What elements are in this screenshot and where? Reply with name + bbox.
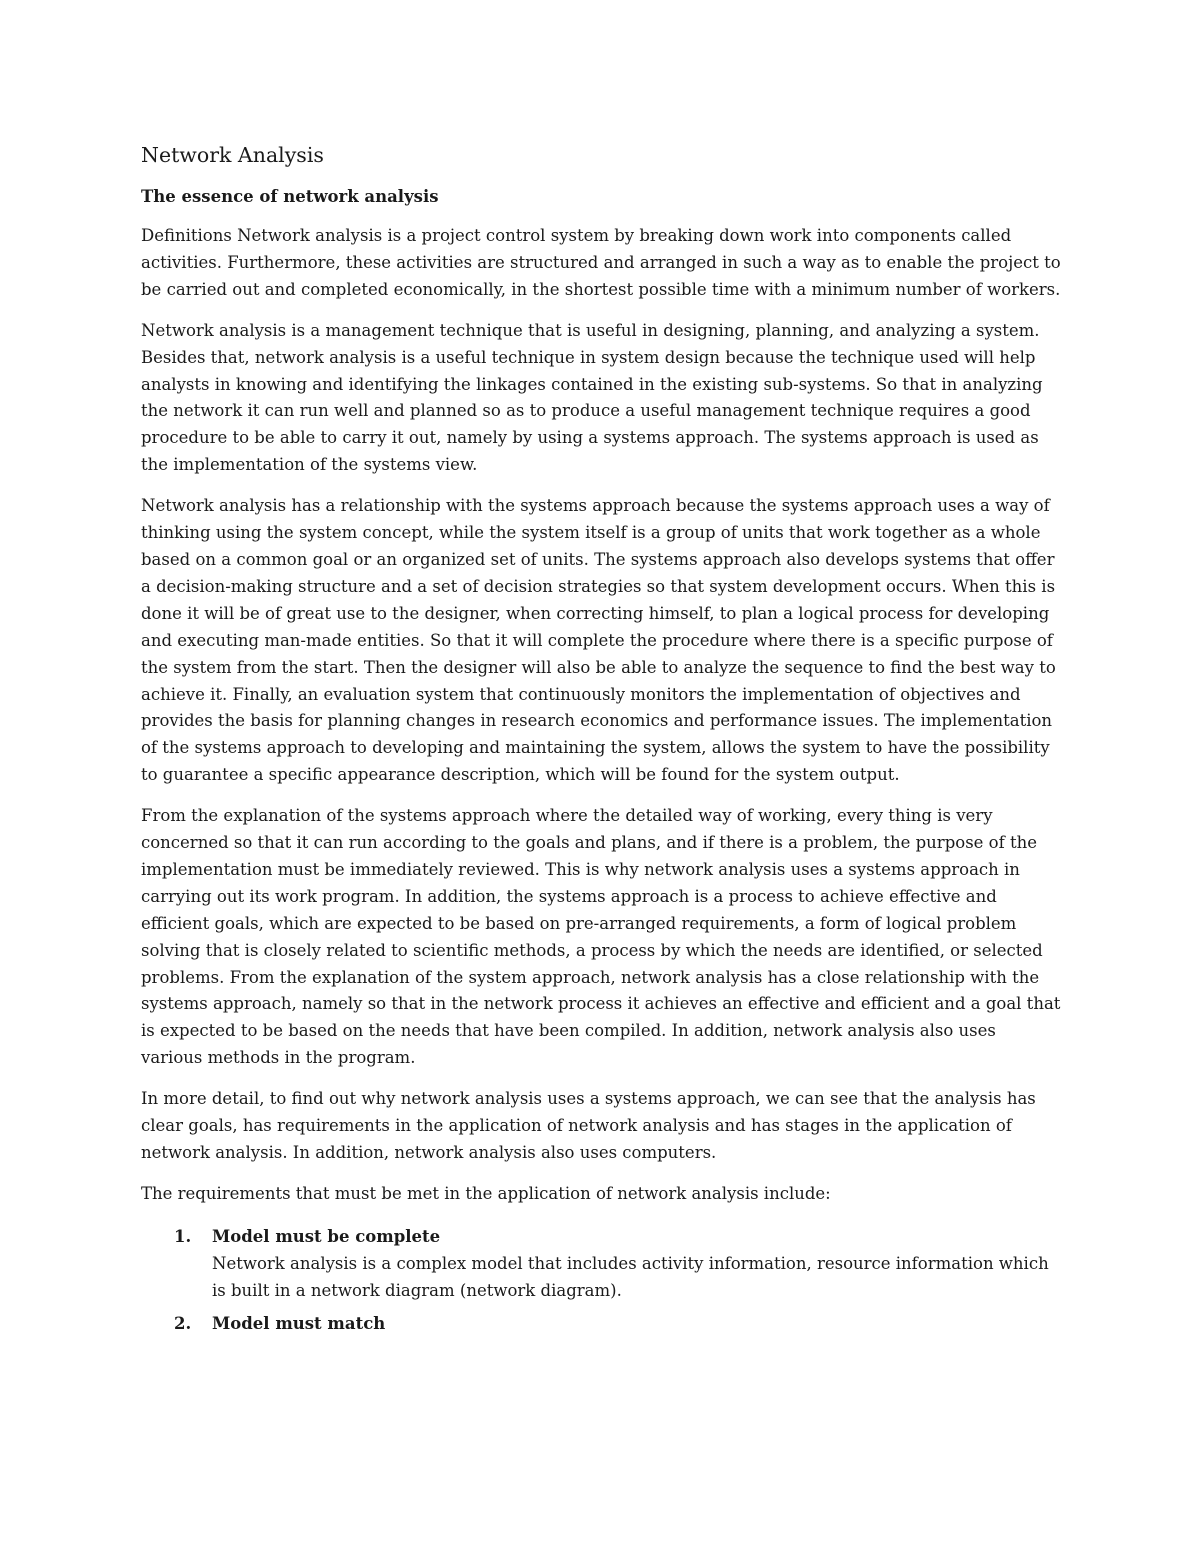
- requirements-list: [141, 1224, 1061, 1338]
- paragraph-systems-approach: Network analysis has a relationship with the systems approach because the systems approach uses a way of thinking using the system concept, while the system itself is a group of units that work together as a whole based on a common goal or an organized set of units. The systems approach also develops systems that offer a decision-making structure and a set of decision strategies so that system development occurs. When this is done it will be of great use to the designer, when correcting himself, to plan a logical process for developing and executing man-made entities. So that it will complete the procedure where there is a specific purpose of the system from the start. Then the designer will also be able to analyze the sequence to find the best way to achieve it. Finally, an evaluation system that continuously monitors the implementation of objectives and provides the basis for planning changes in research economics and performance issues. The implementation of the systems approach to developing and maintaining the system, allows the system to have the possibility to guarantee a specific appearance description, which will be found for the system output.: [141, 496, 1056, 785]
- document-title: Network Analysis: [141, 143, 324, 167]
- paragraph-more-detail: In more detail, to find out why network analysis uses a systems approach, we can see that the analysis has clear goals, has requirements in the application of network analysis and has stages in the application of network analysis. In addition, network analysis also uses computers.: [141, 1089, 1036, 1162]
- section-heading: The essence of network analysis: [141, 187, 439, 206]
- list-item-body: Network analysis is a complex model that includes activity information, resource information which is built in a network diagram (network diagram).: [212, 1253, 1049, 1300]
- document-page: [141, 140, 1061, 1343]
- list-item: [141, 1224, 1061, 1305]
- list-item-number: 1.: [174, 1226, 192, 1246]
- paragraph-explanation: From the explanation of the systems approach where the detailed way of working, every thing is very concerned so that it can run according to the goals and plans, and if there is a problem, the purpose of the implementation must be immediately reviewed. This is why network analysis uses a systems approach in carrying out its work program. In addition, the systems approach is a process to achieve effective and efficient goals, which are expected to be based on pre-arranged requirements, a form of logical problem solving that is closely related to scientific methods, a process by which the needs are identified, or selected problems. From the explanation of the system approach, network analysis has a close relationship with the systems approach, namely so that in the network process it achieves an effective and efficient and a goal that is expected to be based on the needs that have been compiled. In addition, network analysis also uses various methods in the program.: [141, 806, 1061, 1068]
- list-item-heading: Model must be complete: [212, 1226, 441, 1246]
- list-item-number: 2.: [174, 1313, 192, 1333]
- paragraph-management-technique: Network analysis is a management technique that is useful in designing, planning, and analyzing a system. Besides that, network analysis is a useful technique in system design because the technique used will help analysts in knowing and identifying the linkages contained in the existing sub-systems. So that in analyzing the network it can run well and planned so as to produce a useful management technique requires a good procedure to be able to carry it out, namely by using a systems approach. The systems approach is used as the implementation of the systems view.: [141, 320, 1043, 475]
- paragraph-definitions: Definitions Network analysis is a project control system by breaking down work into components called activities. Furthermore, these activities are structured and arranged in such a way as to enable the project to be carried out and completed economically, in the shortest possible time with a minimum number of workers.: [141, 226, 1061, 299]
- list-item: [141, 1311, 1061, 1338]
- list-item-heading: Model must match: [212, 1313, 386, 1333]
- paragraph-requirements-intro: The requirements that must be met in the application of network analysis include:: [141, 1183, 831, 1203]
